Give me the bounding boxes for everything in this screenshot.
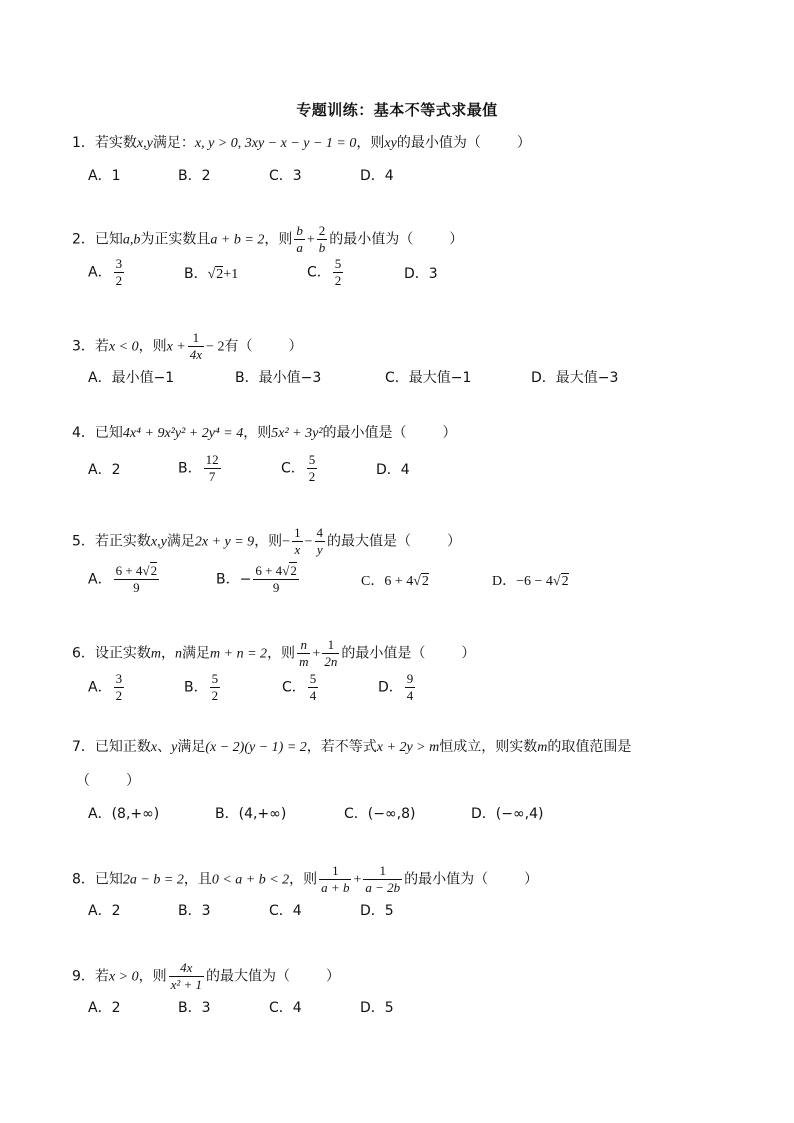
option-d[interactable]: D．5 — [360, 1000, 394, 1016]
option-c[interactable]: C．3 — [269, 168, 302, 184]
question-9: 9．若x > 0，则 $\frac{4x}{\text{x² + 1}}$ 的最大值为（ ） — [72, 960, 341, 992]
option-d[interactable]: D． $\frac{9}{4}$ — [378, 671, 414, 703]
option-b[interactable]: B．最小值−3 — [235, 370, 322, 386]
fraction: $\frac{b}{a}$ — [296, 223, 303, 255]
question-4: 4．已知4x⁴ + 9x²y² + 2y⁴ = 4，则5x² + 3y²的最小值是（ ） — [72, 425, 457, 441]
question-2: 2．已知a,b为正实数且a + b = 2，则 $\frac{b}{a}$ + $\frac{2}{b}$ 的最小值为（ ） — [72, 223, 464, 255]
option-a[interactable]: A． $\frac{3}{2}$ — [88, 256, 123, 288]
option-b[interactable]: B．√2+1 — [184, 266, 239, 282]
option-c[interactable]: C．最大值−1 — [385, 370, 472, 386]
option-a[interactable]: A．(8,+∞) — [88, 806, 160, 822]
option-a[interactable]: A． $\frac{3}{2}$ — [88, 671, 123, 703]
question-7-line-2: （ ） — [76, 773, 140, 789]
option-c[interactable]: C．6 + 4√2 — [361, 574, 429, 589]
option-c[interactable]: C． $\frac{5}{4}$ — [282, 671, 317, 703]
option-a[interactable]: A．最小值−1 — [88, 370, 175, 386]
option-b[interactable]: B． $\frac{5}{2}$ — [184, 671, 219, 703]
question-3: 3．若x < 0，则x + $\frac{1}{4x}$ − 2有（ ） — [72, 330, 303, 362]
option-a[interactable]: A．2 — [88, 1000, 121, 1016]
fraction: $\frac{4}{y}$ — [316, 525, 323, 557]
question-7: 7．已知正数x、y满足(x − 2)(y − 1) = 2，若不等式x + 2y > m恒成立，则实数m的取值范围是 — [72, 739, 632, 755]
fraction: $\frac{n}{m}$ — [299, 637, 309, 669]
option-b[interactable]: B．3 — [178, 1000, 211, 1016]
option-d[interactable]: D．4 — [360, 168, 394, 184]
option-b[interactable]: B．3 — [178, 903, 211, 919]
option-c[interactable]: C．4 — [269, 903, 302, 919]
question-5: 5．若正实数x,y满足2x + y = 9，则− $\frac{1}{x}$ − $\frac{4}{y}$ 的最大值是（ ） — [72, 525, 461, 557]
option-c[interactable]: C． $\frac{5}{2}$ — [307, 256, 342, 288]
option-a[interactable]: A． $\frac{6 + 4√2}{9}$ — [88, 563, 158, 595]
question-8: 8．已知2a − b = 2，且0 < a + b < 2，则 $\frac{1}{a + b}$ + $\frac{1}{a - 2b}$ 的最小值为（ ） — [72, 863, 539, 895]
question-1: 1．若实数x,y满足：x, y > 0, 3xy − x − y − 1 = 0，则xy的最小值为（ ） — [72, 135, 531, 151]
option-b[interactable]: B．2 — [178, 168, 211, 184]
fraction: $\frac{1}{a + b}$ — [321, 863, 350, 895]
option-c[interactable]: C．(−∞,8) — [344, 806, 416, 822]
option-a[interactable]: A．1 — [88, 168, 121, 184]
fraction: $\frac{1}{x}$ — [294, 525, 301, 557]
option-b[interactable]: B．− $\frac{6 + 4√2}{9}$ — [216, 563, 297, 595]
option-a[interactable]: A．2 — [88, 903, 121, 919]
fraction: $\frac{2}{b}$ — [318, 223, 326, 255]
option-d[interactable]: D．5 — [360, 903, 394, 919]
option-d[interactable]: D．−6 − 4√2 — [492, 574, 569, 589]
fraction: $\frac{1}{2n}$ — [324, 637, 338, 669]
option-d[interactable]: D．4 — [376, 462, 410, 478]
option-b[interactable]: B．(4,+∞) — [215, 806, 287, 822]
fraction: $\frac{1}{4x}$ — [189, 330, 203, 362]
option-a[interactable]: A．2 — [88, 462, 121, 478]
option-b[interactable]: B． $\frac{12}{7}$ — [178, 452, 219, 484]
option-d[interactable]: D．最大值−3 — [531, 370, 619, 386]
option-d[interactable]: D．3 — [404, 266, 438, 282]
fraction: $\frac{1}{a - 2b}$ — [365, 863, 401, 895]
option-d[interactable]: D．(−∞,4) — [471, 806, 544, 822]
option-c[interactable]: C．4 — [269, 1000, 302, 1016]
question-6: 6．设正实数m，n满足m + n = 2，则 $\frac{n}{m}$ + $\frac{1}{2n}$ 的最小值是（ ） — [72, 637, 476, 669]
option-c[interactable]: C． $\frac{5}{2}$ — [281, 452, 316, 484]
page-title: 专题训练：基本不等式求最值 — [296, 101, 498, 119]
fraction: $\frac{4x}{\text{x² + 1}}$ — [170, 960, 203, 992]
